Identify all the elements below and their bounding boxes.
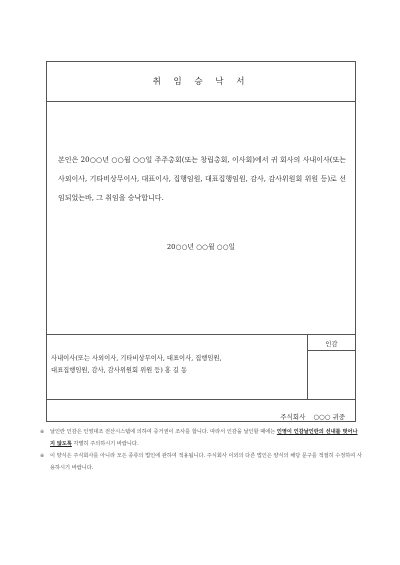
date-line: 20○○년 ○○월 ○○일 [166, 243, 236, 251]
addressee: ○○○ 귀중 [313, 413, 345, 421]
form-title: 취 임 승 낙 서 [152, 77, 250, 87]
signature-section [47, 334, 355, 400]
title-row [47, 62, 355, 102]
seal-stamp-box[interactable] [308, 351, 355, 399]
note-item [40, 450, 362, 474]
notes-list [40, 426, 362, 474]
acceptance-statement: 본인은 20○○년 ○○월 ○○일 주주총회(또는 창립총회, 이사회)에서 귀 회사의 사내이사(또는 사외이사, 기타비상무이사, 대표이사, 집행임원, 대표집행임원, 감사, 감사위원회 위원 등)로 선임되었는바, 그 취임을 승낙합니다. [58, 156, 346, 202]
note-text: 날인란 인감은 인영대조 전산시스템에 의하여 증거권이 조사를 합니다. 따라서 인감을 날인할 때에는 [50, 429, 277, 435]
seal-header [308, 335, 355, 351]
company-type: 주식회사 [280, 413, 306, 421]
note-mark: ※ [40, 429, 45, 435]
signature-line-2: 대표집행임원, 감사, 감사위원회 위원 등) 홍 길 동 [51, 367, 188, 374]
signature-line-1: 사내이사(또는 사외이사, 기타비상무이사, 대표이사, 집행임원, [51, 355, 222, 362]
note-mark: ※ [40, 453, 45, 459]
signature-text [51, 353, 301, 377]
note-text-end: 각별히 주의하시기 바랍니다. [71, 441, 139, 447]
seal-label: 인감 [325, 341, 338, 348]
note-item [40, 426, 362, 450]
company-line [280, 412, 345, 421]
note-text: 이 양식은 주식회사를 아니라 모든 종류의 법인에 관하여 적용됩니다. 주식회사 이외의 다른 법인은 양식의 해당 문구를 적절히 수정하여 사용하시기 바랍니다. [50, 453, 362, 471]
acceptance-form [46, 61, 356, 422]
note-emphasis: 인영이 인감날인란의 선내를 벗어나지 않도록 [50, 429, 358, 447]
